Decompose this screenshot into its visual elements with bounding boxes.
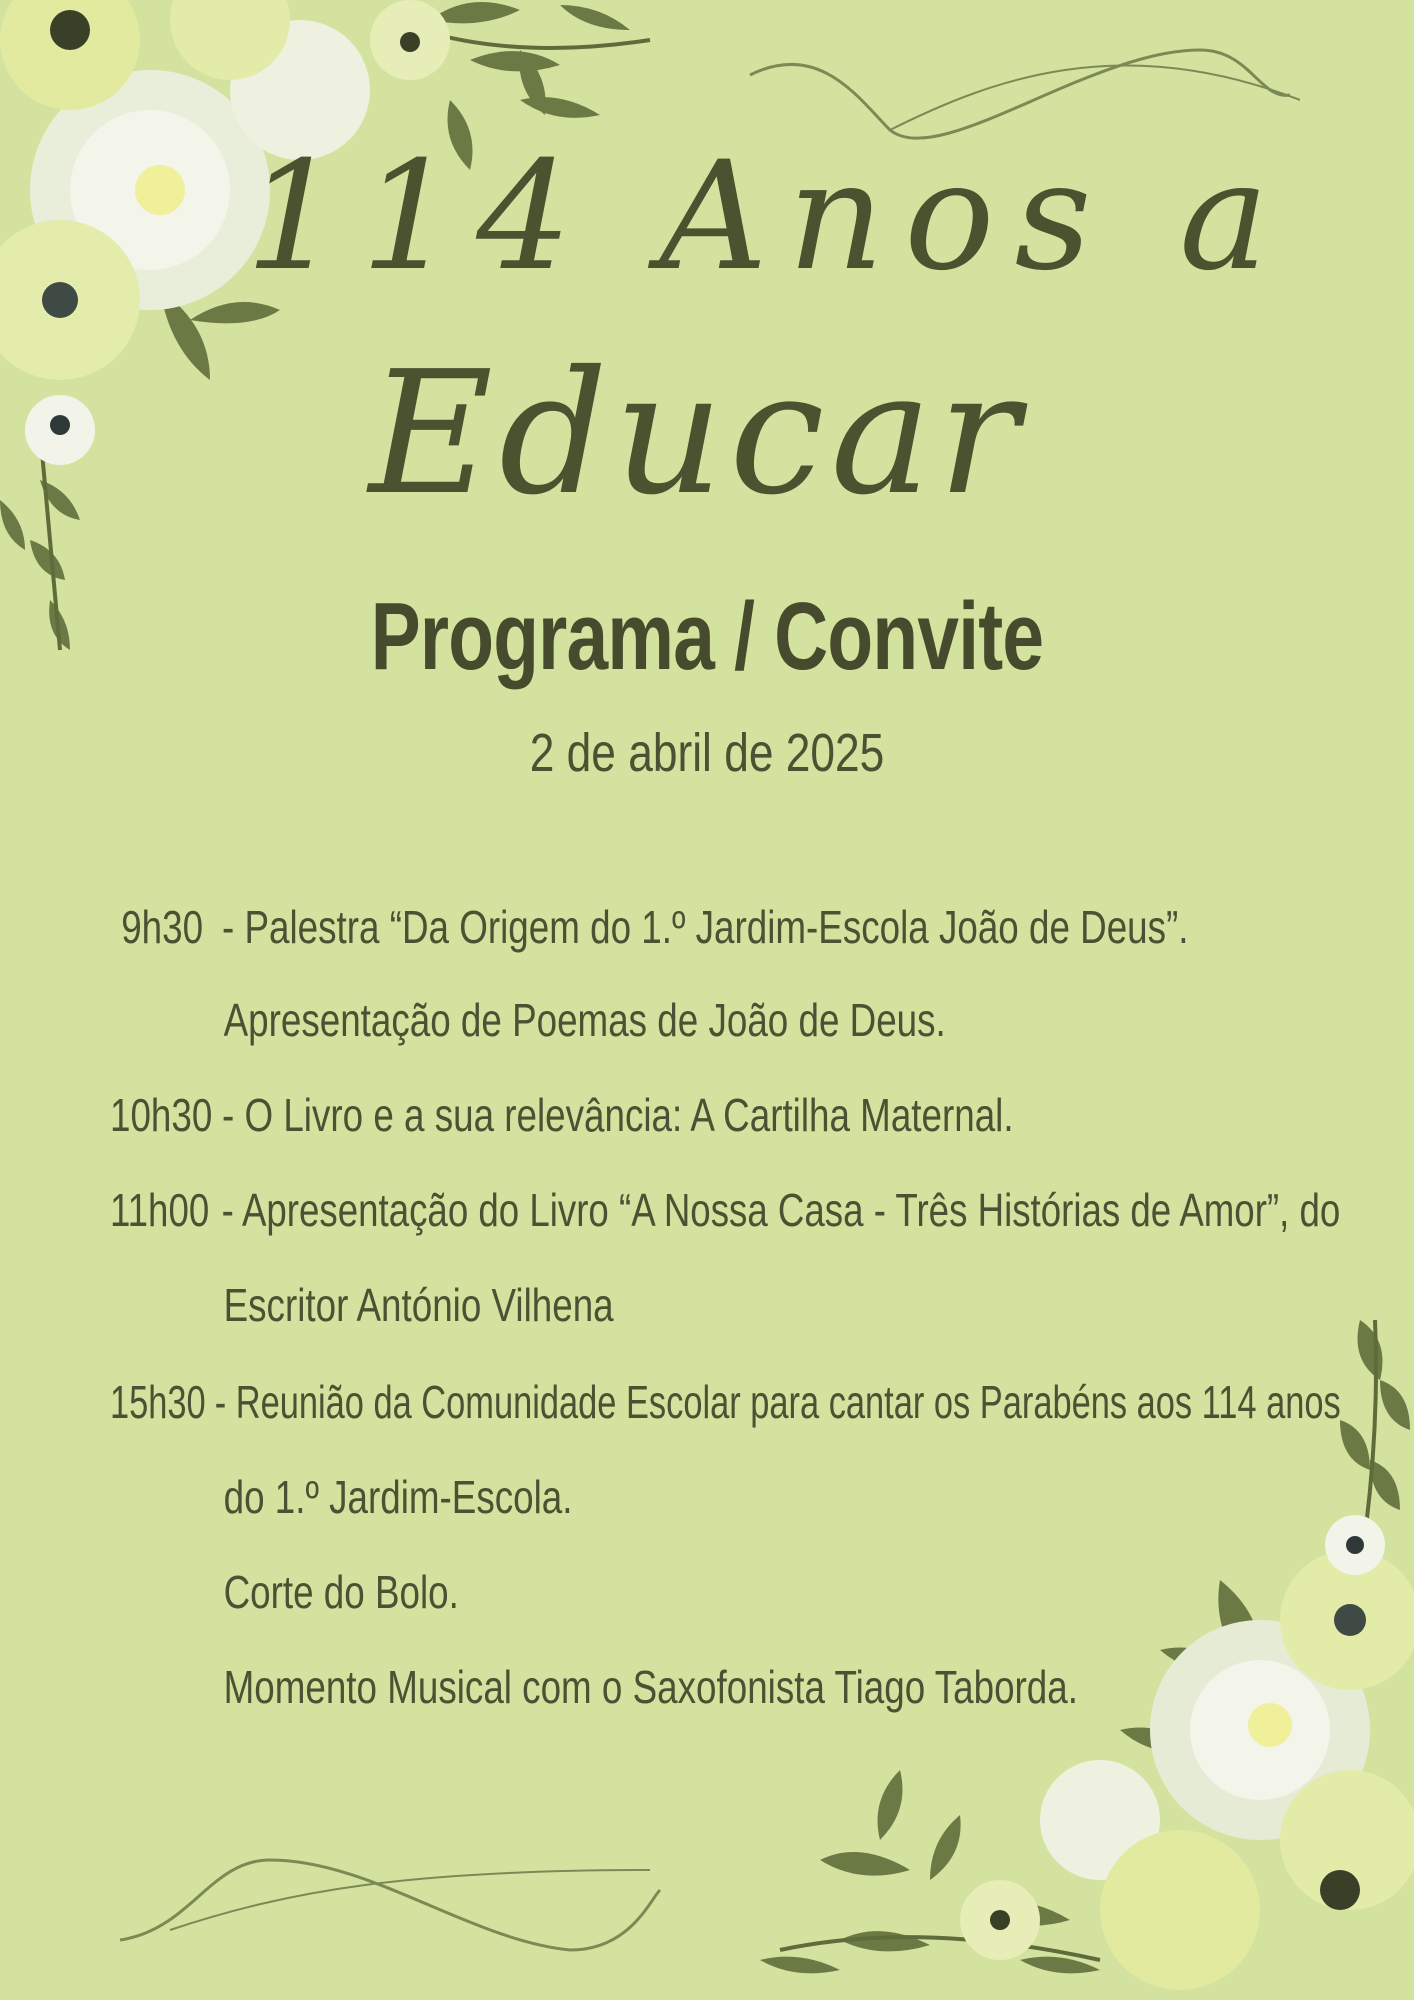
program-item [110,993,946,1053]
program-item [110,1565,459,1625]
event-date: 2 de abril de 2025 [529,723,885,783]
program-time: 15h30 [110,1376,206,1428]
program-separator: - [214,1376,227,1428]
program-text: Corte do Bolo. [223,1566,459,1618]
program-text: Escritor António Vilhena [223,1279,614,1331]
floral-corner-top-left [0,0,720,660]
program-item [110,1278,614,1338]
program-time: 11h00 [110,1184,210,1236]
program-item [110,900,1189,960]
program-text: Apresentação do Livro “A Nossa Casa - Três Histórias de Amor”, do [241,1184,1341,1236]
program-text: Palestra “Da Origem do 1.º Jardim-Escola João de Deus”. [244,901,1189,953]
program-text: Reunião da Comunidade Escolar para cantar os Parabéns aos 114 anos [235,1376,1341,1428]
program-text: O Livro e a sua relevância: A Cartilha Maternal. [244,1089,1014,1141]
program-item [110,1183,1340,1243]
program-text: Apresentação de Poemas de João de Deus. [223,994,946,1046]
program-time: 10h30 [110,1089,213,1141]
program-separator: - [222,901,235,953]
program-text: do 1.º Jardim-Escola. [223,1471,573,1523]
program-heading: Programa / Convite [370,583,1044,690]
program-item [110,1375,1341,1435]
program-item [110,1088,1014,1148]
program-separator: - [222,1089,235,1141]
program-time: 9h30 [121,901,204,953]
program-item [110,1470,572,1530]
program-text: Momento Musical com o Saxofonista Tiago Taborda. [223,1661,1078,1713]
program-item [110,1660,1078,1720]
swirl-bottom-left [110,1840,670,1960]
program-separator: - [221,1184,234,1236]
title-line-2: Educar [368,335,1026,533]
title-line-1: 114 Anos a [245,130,1289,304]
